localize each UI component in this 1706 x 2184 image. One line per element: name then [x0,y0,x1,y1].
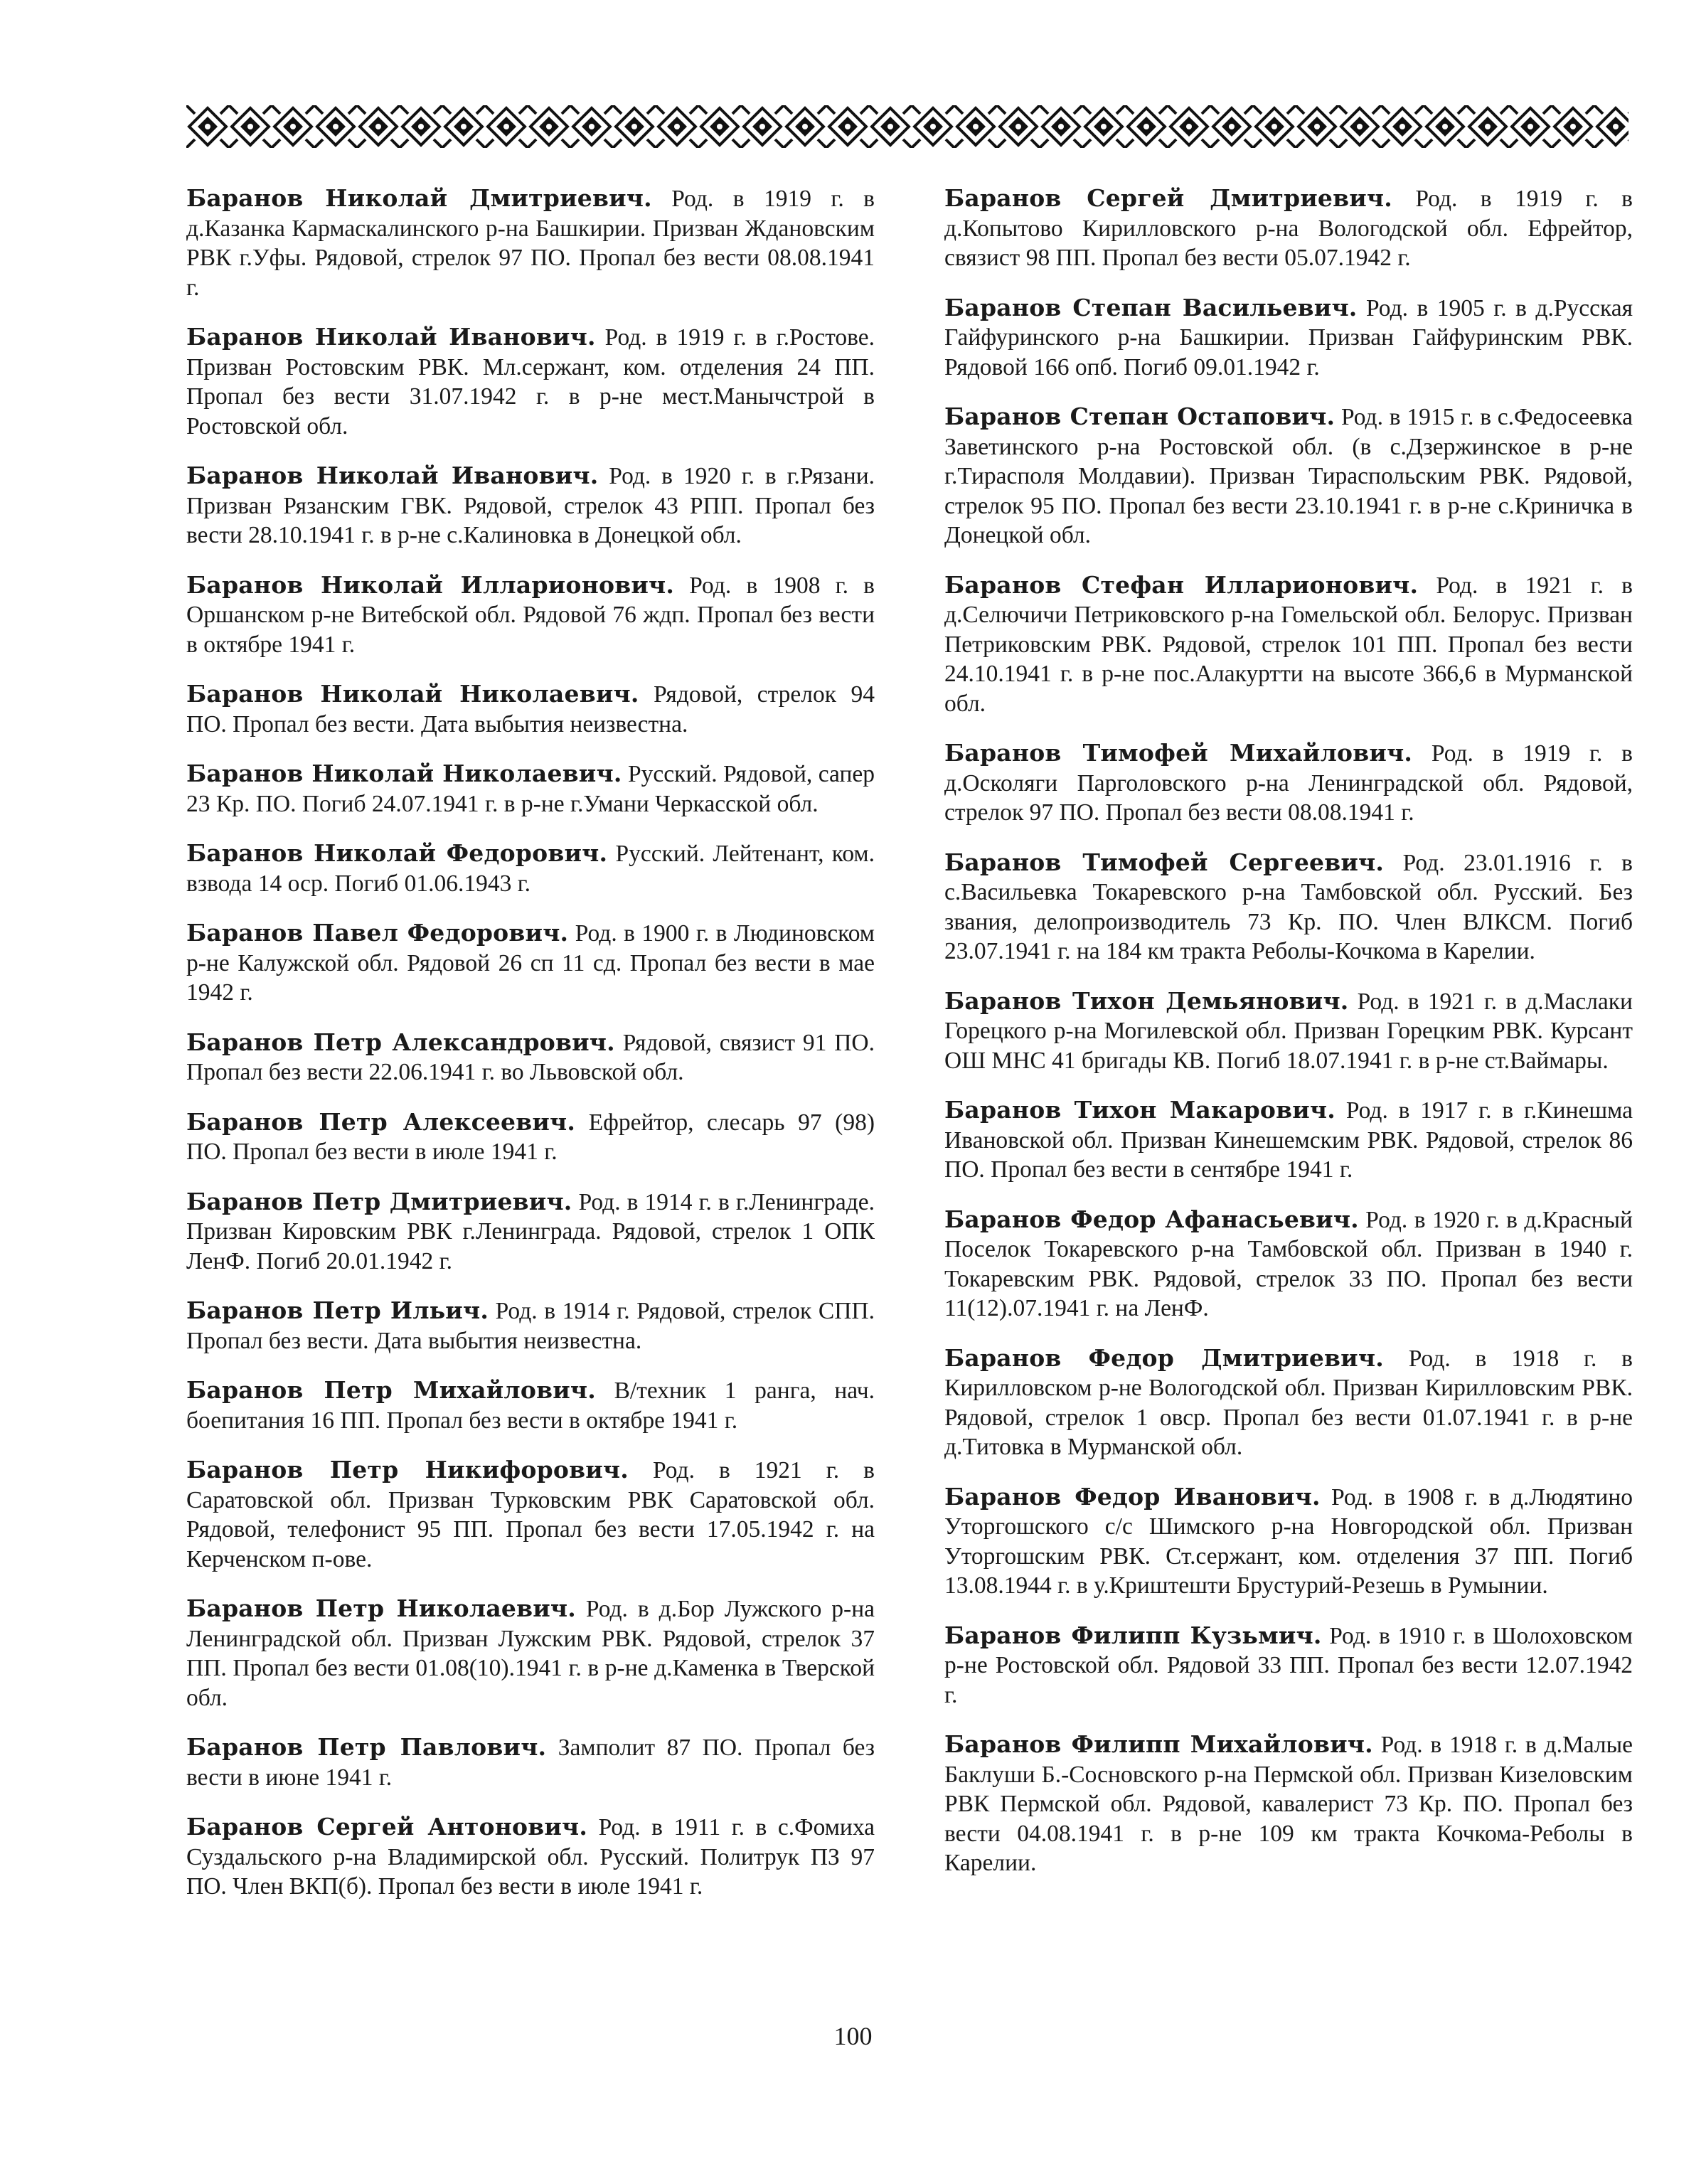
entry-text: Ефрейтор, слесарь 97 (98) ПО. Пропал без вести в июле 1941 г. [186,1109,875,1165]
entry-name: Баранов Тихон Макарович. [944,1096,1336,1124]
list-item [186,1296,875,1355]
entry-name: Баранов Николай Иванович. [186,323,596,351]
entry-text: В/техник 1 ранга, нач. боепитания 16 ПП. Пропал без вести в октябре 1941 г. [186,1378,875,1434]
list-item [186,1375,875,1435]
entry-text: Род. в 1921 г. в д.Селючичи Петриковского р-на Гомельской обл. Белорус. Призван Петриковским РВК. Рядовой, стрелок 101 ПП. Пропал без вести 24.10.1941 г. в р-не пос.Алакуртти на высоте 366,6 в Мурманской обл. [944,572,1633,717]
entry-text: Рядовой, стрелок 94 ПО. Пропал без вести. Дата выбытия неизвестна. [186,681,875,737]
entry-text: Русский. Лейтенант, ком. взвода 14 оср. Погиб 01.06.1943 г. [186,841,875,897]
list-item [186,1028,875,1087]
entry-name: Баранов Петр Алексеевич. [186,1107,576,1136]
entry-name: Баранов Стефан Илларионович. [944,570,1419,599]
entry-name: Баранов Павел Федорович. [186,919,569,947]
list-item [186,1107,875,1167]
entry-text: Род. в 1908 г. в Оршанском р-не Витебской обл. Рядовой 76 ждп. Пропал без вести в октябре 1941 г. [186,572,875,658]
list-item [944,293,1633,383]
entry-name: Баранов Тимофей Михайлович. [944,739,1413,767]
entry-name: Баранов Петр Никифорович. [186,1456,629,1483]
entry-name: Баранов Степан Остапович. [944,403,1336,430]
entry-text: Род. в 1919 г. в г.Ростове. Призван Ростовским РВК. Мл.сержант, ком. отделения 24 ПП. Пропал без вести 31.07.1942 г. в р-не мест.Манычстрой в Ростовской обл. [186,324,875,440]
list-item [944,1095,1633,1185]
entry-text: Род. в 1918 г. в Кирилловском р-не Вологодской обл. Призван Кирилловским РВК. Рядовой, стрелок 1 овср. Пропал без вести 01.07.1941 г. в р-не д.Титовка в Мурманской обл. [944,1345,1633,1460]
entry-name: Баранов Сергей Антонович. [186,1813,588,1841]
entry-text: Род. в 1900 г. в Людиновском р-не Калужской обл. Рядовой 26 сп 11 сд. Пропал без вести в мае 1942 г. [186,920,875,1006]
entry-name: Баранов Федор Иванович. [944,1482,1321,1511]
list-item [944,738,1633,828]
entry-text: Род. в 1914 г. Рядовой, стрелок СПП. Пропал без вести. Дата выбытия неизвестна. [186,1298,875,1354]
entry-text: Род. в 1921 г. в д.Маслаки Горецкого р-на Могилевской обл. Призван Горецким РВК. Курсант ОШ МНС 41 бригады КВ. Погиб 18.07.1941 г. в р-не ст.Ваймары. [944,988,1633,1074]
list-item [944,570,1633,719]
entry-text: Род. в 1921 г. в Саратовской обл. Призван Турковским РВК Саратовской обл. Рядовой, телефонист 95 ПП. Пропал без вести 17.05.1942 г. на Керченском п-ове. [186,1457,875,1572]
page-number: 100 [833,2022,873,2050]
list-item [186,570,875,660]
entry-name: Баранов Петр Ильич. [186,1296,489,1324]
list-item [944,1621,1633,1710]
list-item [186,1455,875,1574]
entry-name: Баранов Федор Афанасьевич. [944,1205,1359,1233]
list-item [186,838,875,898]
entry-name: Баранов Петр Михайлович. [186,1376,596,1404]
list-item [944,1205,1633,1323]
list-item [186,1732,875,1792]
list-item [944,183,1633,273]
entry-text: Рядовой, связист 91 ПО. Пропал без вести 22.06.1941 г. во Львовской обл. [186,1029,875,1085]
entry-text: Род. в 1908 г. в д.Людятино Уторгошского с/с Шимского р-на Новгородской обл. Призван Уторгошским РВК. Ст.сержант, ком. отделения 37 ПП. Погиб 13.08.1944 г. в у.Криштешти Брустурий-Резешь в Румынии. [944,1483,1633,1599]
entry-name: Баранов Николай Дмитриевич. [186,184,652,212]
list-item [944,848,1633,966]
entry-text: Род. в 1919 г. в д.Копытово Кирилловского р-на Вологодской обл. Ефрейтор, связист 98 ПП. Пропал без вести 05.07.1942 г. [944,186,1633,271]
entry-text: Род. в 1917 г. в г.Кинешма Ивановской обл. Призван Кинешемским РВК. Рядовой, стрелок 86 ПО. Пропал без вести в сентябре 1941 г. [944,1097,1633,1183]
entry-text: Замполит 87 ПО. Пропал без вести в июне 1941 г. [186,1735,875,1791]
entry-name: Баранов Сергей Дмитриевич. [944,184,1392,212]
entry-name: Баранов Петр Павлович. [186,1733,547,1761]
entry-name: Баранов Степан Васильевич. [944,293,1358,321]
entry-name: Баранов Николай Николаевич. [186,680,639,708]
entry-text: Род. в 1918 г. в д.Малые Баклуши Б.-Сосновского р-на Пермской обл. Призван Кизеловским РВК Пермской обл. Рядовой, кавалерист 73 Кр. ПО. Пропал без вести 04.08.1941 г. в р-не 109 км тракта Кочкома-Реболы в Карелии. [944,1732,1633,1876]
entry-text: Род. в 1911 г. в с.Фомиха Суздальского р-на Владимирской обл. Русский. Политрук ПЗ 97 ПО. Член ВКП(б). Пропал без вести в июле 1941 г. [186,1814,875,1900]
entry-name: Баранов Николай Николаевич. [186,760,622,787]
list-item [944,1482,1633,1601]
left-column [186,183,875,1922]
entry-text: Род. в 1914 г. в г.Ленинграде. Призван Кировским РВК г.Ленинграда. Рядовой, стрелок 1 ОПК ЛенФ. Погиб 20.01.1942 г. [186,1188,875,1274]
entry-text: Род. в 1905 г. в д.Русская Гайфуринского р-на Башкирии. Призван Гайфуринским РВК. Рядовой 166 опб. Погиб 09.01.1942 г. [944,294,1633,380]
entry-text: Род. в 1915 г. в с.Федосеевка Заветинского р-на Ростовской обл. (в с.Дзержинское в р-не г.Тирасполя Молдавии). Призван Тираспольским РВК. Рядовой, стрелок 95 ПО. Пропал без вести 23.10.1941 г. в р-не с.Криничка в Донецкой обл. [944,404,1633,548]
entry-name: Баранов Федор Дмитриевич. [944,1343,1384,1372]
list-item [186,679,875,739]
list-item [186,183,875,302]
list-item [186,1187,875,1277]
entry-name: Баранов Николай Иванович. [186,462,599,489]
list-item [944,402,1633,550]
entry-name: Баранов Филипп Михайлович. [944,1730,1373,1758]
entry-text: Род. в 1919 г. в д.Осколяги Парголовского р-на Ленинградской обл. Рядовой, стрелок 97 ПО. Пропал без вести 08.08.1941 г. [944,740,1633,826]
list-item [944,1343,1633,1462]
list-item [186,918,875,1008]
ornamental-border [186,105,1628,148]
entry-name: Баранов Петр Александрович. [186,1028,615,1056]
entry-text: Род. в д.Бор Лужского р-на Ленинградской обл. Призван Лужским РВК. Рядовой, стрелок 37 ПП. Пропал без вести 01.08(10).1941 г. в р-не д.Каменка в Тверской обл. [186,1596,875,1711]
entry-name: Баранов Тимофей Сергеевич. [944,848,1385,876]
entry-name: Баранов Филипп Кузьмич. [944,1621,1322,1649]
entry-text: Род. в 1919 г. в д.Казанка Кармаскалинского р-на Башкирии. Призван Ждановским РВК г.Уфы. Рядовой, стрелок 97 ПО. Пропал без вести 08.08.1941 г. [186,186,875,301]
entry-text: Род. в 1920 г. в д.Красный Поселок Токаревского р-на Тамбовской обл. Призван в 1940 г. Токаревским РВК. Рядовой, стрелок 33 ПО. Пропал без вести 11(12).07.1941 г. на ЛенФ. [944,1206,1633,1321]
entry-name: Баранов Петр Дмитриевич. [186,1187,572,1215]
entry-name: Баранов Тихон Демьянович. [944,986,1349,1015]
list-item [944,986,1633,1076]
entry-text: Род. в 1920 г. в г.Рязани. Призван Рязанским ГВК. Рядовой, стрелок 43 РПП. Пропал без вести 28.10.1941 г. в р-не с.Калиновка в Донецкой обл. [186,463,875,548]
list-item [186,461,875,550]
list-item [186,1812,875,1902]
list-item [186,322,875,441]
entry-text: Род. 23.01.1916 г. в с.Васильевка Токаревского р-на Тамбовской обл. Русский. Без звания, делопроизводитель 73 Кр. ПО. Член ВЛКСМ. Погиб 23.07.1941 г. на 184 км тракта Реболы-Кочкома в Карелии. [944,849,1633,964]
list-item [944,1730,1633,1878]
entry-text: Род. в 1910 г. в Шолоховском р-не Ростовской обл. Рядовой 33 ПП. Пропал без вести 12.07.1942 г. [944,1622,1633,1708]
entry-text: Русский. Рядовой, сапер 23 Кр. ПО. Погиб 24.07.1941 г. в р-не г.Умани Черкасской обл. [186,761,875,817]
list-item [186,759,875,819]
entry-name: Баранов Николай Федорович. [186,839,608,867]
list-item [186,1594,875,1712]
right-column [944,183,1633,1898]
entry-name: Баранов Николай Илларионович. [186,570,675,599]
entry-name: Баранов Петр Николаевич. [186,1594,576,1622]
